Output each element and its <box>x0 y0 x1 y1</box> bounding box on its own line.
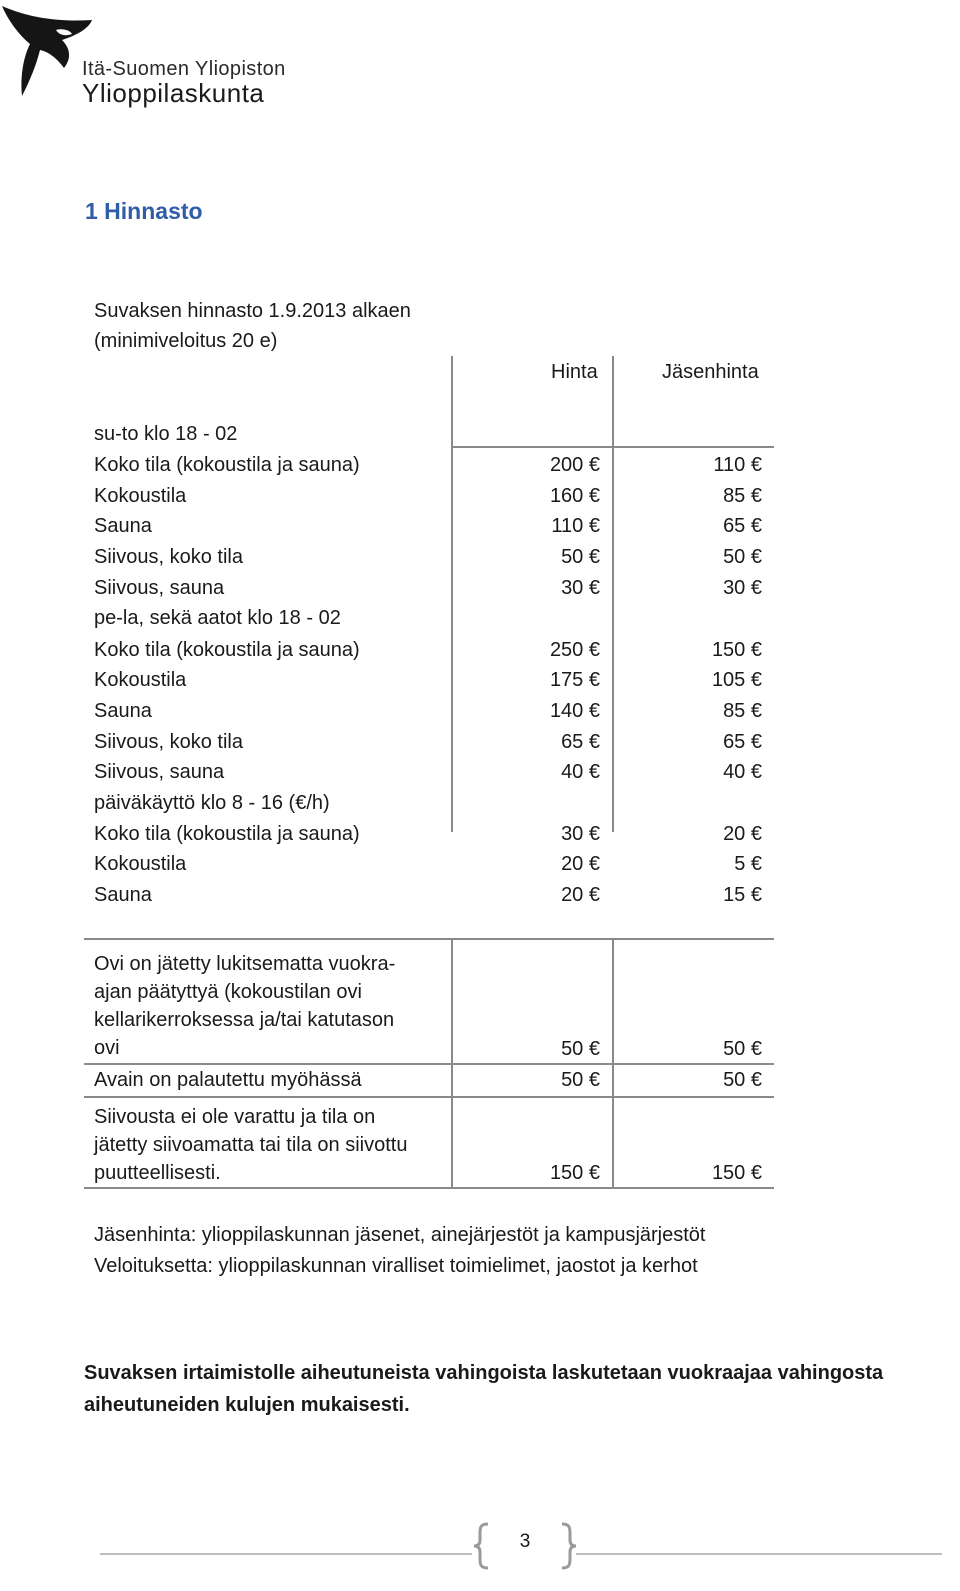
column-header-member-price: Jäsenhinta <box>662 361 759 383</box>
row-member-price: 65 € <box>723 515 762 537</box>
row-label: Koko tila (kokoustila ja sauna) <box>94 454 360 476</box>
row-label: Kokoustila <box>94 485 187 507</box>
intro-line2: (minimiveloitus 20 e) <box>94 330 278 352</box>
fees-top-rule <box>84 938 774 940</box>
fee-line: kellarikerroksessa ja/tai katutason <box>94 1009 395 1031</box>
section-title: pe-la, sekä aatot klo 18 - 02 <box>94 607 341 629</box>
row-price: 175 € <box>549 669 600 691</box>
row-member-price: 85 € <box>723 700 762 722</box>
logo-line2: Ylioppilaskunta <box>82 78 265 108</box>
row-member-price: 50 € <box>723 546 762 568</box>
fee-price: 50 € <box>561 1038 600 1060</box>
row-price: 250 € <box>549 639 600 661</box>
footer-rule-right <box>576 1553 942 1555</box>
row-price: 200 € <box>549 454 600 476</box>
fee-line: Ovi on jätetty lukitsematta vuokra- <box>94 953 396 975</box>
row-label: Koko tila (kokoustila ja sauna) <box>94 823 360 845</box>
row-price: 30 € <box>561 823 600 845</box>
row-price: 40 € <box>561 761 600 783</box>
fees-row-rule <box>84 1096 774 1098</box>
fee-line: Siivousta ei ole varattu ja tila on <box>94 1106 376 1128</box>
intro-line1: Suvaksen hinnasto 1.9.2013 alkaen <box>94 300 411 322</box>
fee-description <box>94 950 439 1062</box>
section-title: päiväkäyttö klo 8 - 16 (€/h) <box>94 792 330 814</box>
column-divider <box>612 356 614 832</box>
row-member-price: 65 € <box>723 731 762 753</box>
row-price: 50 € <box>561 546 600 568</box>
row-price: 140 € <box>549 700 600 722</box>
page-number: 3 <box>519 1531 531 1552</box>
row-member-price: 5 € <box>734 853 762 875</box>
row-member-price: 85 € <box>723 485 762 507</box>
row-label: Kokoustila <box>94 853 187 875</box>
fee-member-price: 50 € <box>723 1069 762 1091</box>
row-label: Sauna <box>94 884 152 906</box>
fee-line: ovi <box>94 1037 120 1059</box>
logo-line1: Itä-Suomen Yliopiston <box>82 58 286 80</box>
fee-line: ajan päätyttyä (kokoustilan ovi <box>94 981 362 1003</box>
row-price: 30 € <box>561 577 600 599</box>
column-divider <box>451 356 453 832</box>
logo <box>0 0 320 120</box>
fee-member-price: 150 € <box>711 1162 762 1184</box>
free-of-charge-note: Veloituksetta: ylioppilaskunnan viralliset toimielimet, jaostot ja kerhot <box>94 1255 698 1277</box>
damage-notice: Suvaksen irtaimistolle aiheutuneista vahingoista laskutetaan vuokraajaa vahingosta aiheutuneiden kulujen mukaisesti. <box>84 1362 884 1416</box>
row-member-price: 110 € <box>713 454 762 476</box>
fee-description <box>94 1103 439 1187</box>
row-label: Siivous, sauna <box>94 577 225 599</box>
fee-line: puutteellisesti. <box>94 1162 221 1184</box>
footer-rule-left <box>100 1553 472 1555</box>
row-label: Koko tila (kokoustila ja sauna) <box>94 639 360 661</box>
row-label: Siivous, koko tila <box>94 731 243 753</box>
row-member-price: 20 € <box>723 823 762 845</box>
row-member-price: 30 € <box>723 577 762 599</box>
row-label: Siivous, koko tila <box>94 546 243 568</box>
column-header-price: Hinta <box>551 361 598 383</box>
member-price-note: Jäsenhinta: ylioppilaskunnan jäsenet, ainejärjestöt ja kampusjärjestöt <box>94 1224 706 1246</box>
section-heading: 1 Hinnasto <box>85 198 203 224</box>
row-price: 65 € <box>561 731 600 753</box>
row-price: 160 € <box>549 485 600 507</box>
row-label: Kokoustila <box>94 669 187 691</box>
row-label: Sauna <box>94 700 152 722</box>
fee-line: jätetty siivoamatta tai tila on siivottu <box>94 1134 408 1156</box>
row-member-price: 150 € <box>711 639 762 661</box>
row-price: 110 € <box>551 515 600 537</box>
section-title: su-to klo 18 - 02 <box>94 423 238 445</box>
fee-price: 50 € <box>561 1069 600 1091</box>
row-price: 20 € <box>561 884 600 906</box>
row-member-price: 105 € <box>711 669 762 691</box>
header-rule <box>451 446 774 448</box>
row-price: 20 € <box>561 853 600 875</box>
row-label: Siivous, sauna <box>94 761 225 783</box>
row-member-price: 15 € <box>723 884 762 906</box>
row-label: Sauna <box>94 515 152 537</box>
fee-price: 150 € <box>549 1162 600 1184</box>
row-member-price: 40 € <box>723 761 762 783</box>
fee-description: Avain on palautettu myöhässä <box>94 1069 362 1091</box>
fee-member-price: 50 € <box>723 1038 762 1060</box>
